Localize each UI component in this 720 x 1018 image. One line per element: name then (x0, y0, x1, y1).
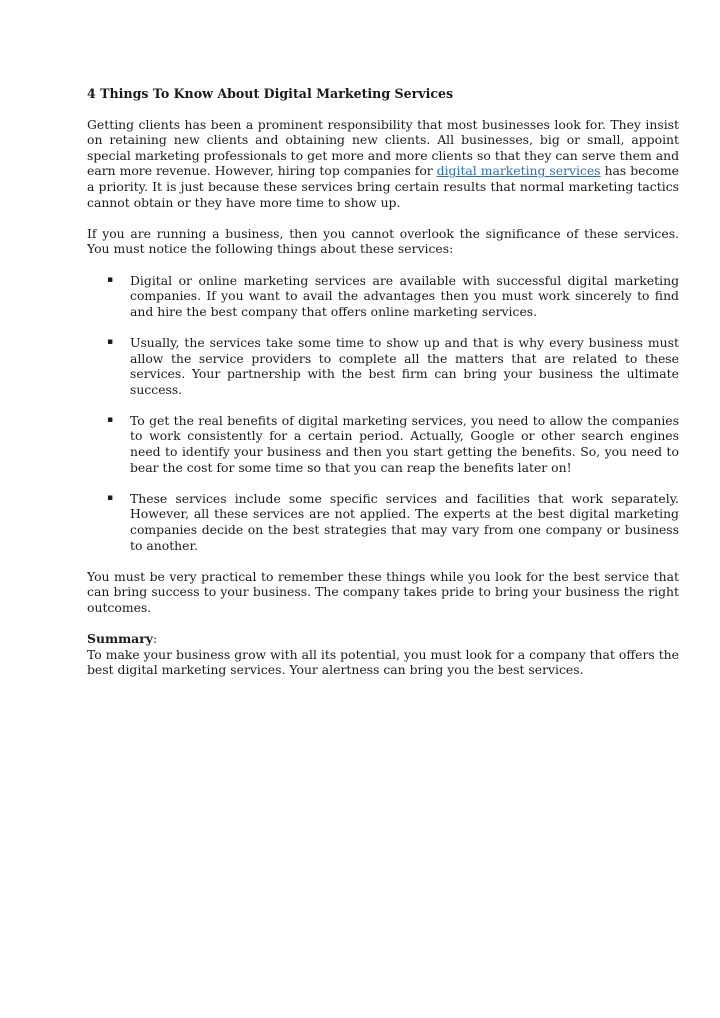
summary-colon: : (152, 631, 158, 647)
bullet-item (87, 413, 679, 475)
summary-text: To make your business grow with all its potential, you must look for a company that offers the best digital marketing services. Your alertness can bring you the best services. (87, 646, 679, 678)
bullet-list (87, 273, 679, 554)
intro-text-after-link: has become a priority. It is just because these services bring certain results that normal marketing tactics cannot obtain or they have more time to show up. (87, 163, 679, 210)
bullet-icon: ▪ (107, 274, 114, 285)
bullet-text: Usually, the services take some time to show up and that is why every business must allow the service providers to complete all the matters that are related to these services. Your partnership with the best firm can bring your business the ultimate success. (130, 334, 679, 397)
document-page (87, 86, 679, 678)
bullet-text: Digital or online marketing services are available with successful digital marketing companies. If you want to avail the advantages then you must work sincerely to find and hire the best company that offers online marketing services. (130, 272, 679, 319)
intro-text-before-link: Getting clients has been a prominent responsibility that most businesses look for. They insist on retaining new clients and obtaining new clients. All businesses, big or small, appoint special marketing professionals to get more and more clients so that they can serve them and earn more revenue. However, hiring top companies for (87, 116, 679, 179)
bullet-item (87, 335, 679, 397)
digital-marketing-services-link[interactable]: digital marketing services (436, 163, 601, 179)
bullet-item (87, 273, 679, 320)
document-title: 4 Things To Know About Digital Marketing Services (87, 86, 454, 101)
summary-heading-line (87, 631, 679, 647)
bullet-text: These services include some specific services and facilities that work separately. However, all these services are not applied. The experts at the best digital marketing companies decide on the best strategies that may vary from one company or business to another. (130, 490, 679, 553)
bullet-item (87, 491, 679, 553)
summary-heading: Summary (87, 631, 153, 647)
bullet-icon: ▪ (107, 336, 114, 347)
summary-section (87, 631, 679, 678)
bullet-text: To get the real benefits of digital marketing services, you need to allow the companies to work consistently for a certain period. Actually, Google or other search engines need to identify your business and then you start getting the benefits. So, you need to bear the cost for some time so that you can reap the benefits later on! (130, 412, 679, 475)
bullet-icon: ▪ (107, 414, 114, 425)
lead-paragraph: If you are running a business, then you cannot overlook the significance of these services. You must notice the following things about these services: (87, 225, 679, 257)
closing-paragraph: You must be very practical to remember these things while you look for the best service that can bring success to your business. The company takes pride to bring your business the right outcomes. (87, 568, 679, 615)
bullet-icon: ▪ (107, 492, 114, 503)
intro-paragraph (87, 117, 679, 211)
